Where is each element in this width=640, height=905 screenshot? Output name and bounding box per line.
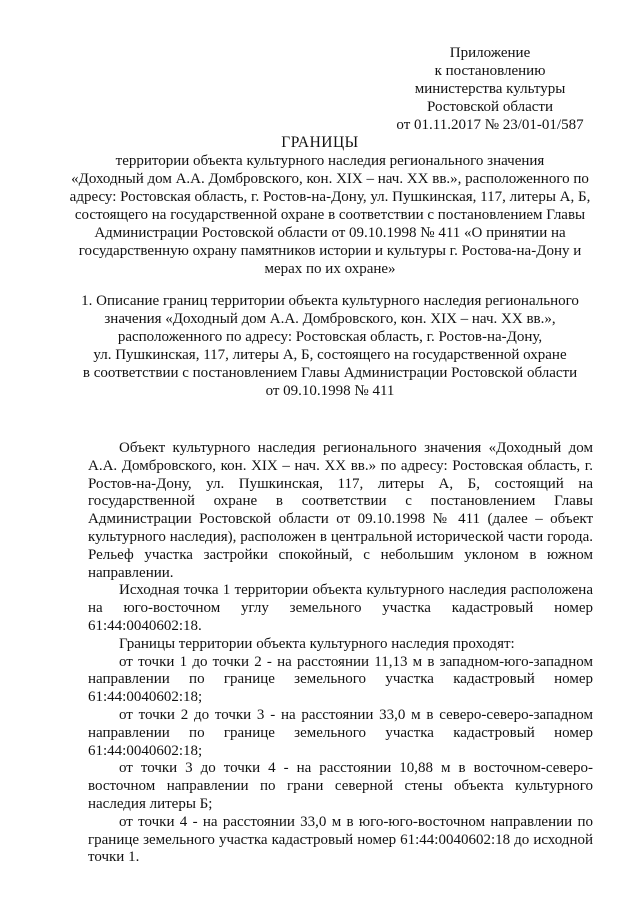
section-heading-line: ул. Пушкинская, 117, литеры А, Б, состоящего на государственной охране bbox=[93, 347, 567, 363]
appendix-line: Ростовской области bbox=[427, 99, 553, 115]
document-subtitle bbox=[60, 152, 600, 278]
subtitle-line: мерах по их охране» bbox=[264, 261, 396, 277]
body-paragraph: от точки 2 до точки 3 - на расстоянии 33,0 м в северо-северо-западном направлении по границе земельного участка кадастровый номер 61:44:0040602:18; bbox=[88, 706, 593, 759]
appendix-line: министерства культуры bbox=[414, 81, 566, 97]
section-heading-line: значения «Доходный дом А.А. Домбровского, кон. XIX – нач. XX вв.», bbox=[104, 311, 556, 327]
body-paragraph: от точки 1 до точки 2 - на расстоянии 11,13 м в западном-юго-западном направлении по границе земельного участка кадастровый номер 61:44:0040602:18; bbox=[88, 653, 593, 706]
section-heading-line: от 09.10.1998 № 411 bbox=[265, 383, 395, 399]
body-paragraph: от точки 4 - на расстоянии 33,0 м в юго-юго-восточном направлении по границе земельного участка кадастровый номер 61:44:0040602:18 до исходной точки 1. bbox=[88, 813, 593, 866]
document-body bbox=[88, 440, 593, 867]
body-paragraph: Границы территории объекта культурного наследия проходят: bbox=[119, 635, 515, 652]
section-heading-line: в соответствии с постановлением Главы Администрации Ростовской области bbox=[82, 365, 578, 381]
section-heading bbox=[60, 292, 600, 400]
appendix-block bbox=[380, 44, 600, 134]
section-heading-line: расположенного по адресу: Ростовская область, г. Ростов-на-Дону, bbox=[117, 329, 543, 345]
subtitle-line: адресу: Ростовская область, г. Ростов-на-Дону, ул. Пушкинская, 117, литеры А, Б, bbox=[69, 189, 591, 205]
appendix-line: от 01.11.2017 № 23/01-01/587 bbox=[396, 117, 584, 133]
subtitle-line: территории объекта культурного наследия регионального значения bbox=[115, 153, 545, 169]
subtitle-line: государственную охрану памятников истории и культуры г. Ростова-на-Дону и bbox=[78, 243, 582, 259]
section-heading-line: 1. Описание границ территории объекта культурного наследия регионального bbox=[81, 293, 579, 309]
appendix-line: к постановлению bbox=[434, 63, 546, 79]
body-paragraph: от точки 3 до точки 4 - на расстоянии 10,88 м в восточном-северо-восточном направлении по грани северной стены объекта культурного наследия литеры Б; bbox=[88, 760, 593, 812]
body-paragraph: Объект культурного наследия регионального значения «Доходный дом А.А. Домбровского, кон. XIX – нач. XX вв.» по адресу: Ростовская область, г. Ростов-на-Дону, ул. Пушкинская, 117, литеры А, Б, состоящий на государственной охране в соответствии с постановлением Главы Администрации Ростовской области от 09.10.1998 № 411 (далее – объект культурного наследия), расположен в центральной исторической части города. Рельеф участка застройки спокойный, с небольшим уклоном в южном направлении. bbox=[88, 440, 593, 581]
subtitle-line: Администрации Ростовской области от 09.10.1998 № 411 «О принятии на bbox=[94, 225, 566, 241]
subtitle-line: состоящего на государственной охране в соответствии с постановлением Главы bbox=[74, 207, 586, 223]
subtitle-line: «Доходный дом А.А. Домбровского, кон. XIX – нач. XX вв.», расположенного по bbox=[71, 171, 589, 187]
body-paragraph: Исходная точка 1 территории объекта культурного наследия расположена на юго-восточном углу земельного участка кадастровый номер 61:44:0040602:18. bbox=[88, 582, 593, 634]
document-title: ГРАНИЦЫ bbox=[281, 134, 359, 151]
appendix-line: Приложение bbox=[449, 45, 531, 61]
